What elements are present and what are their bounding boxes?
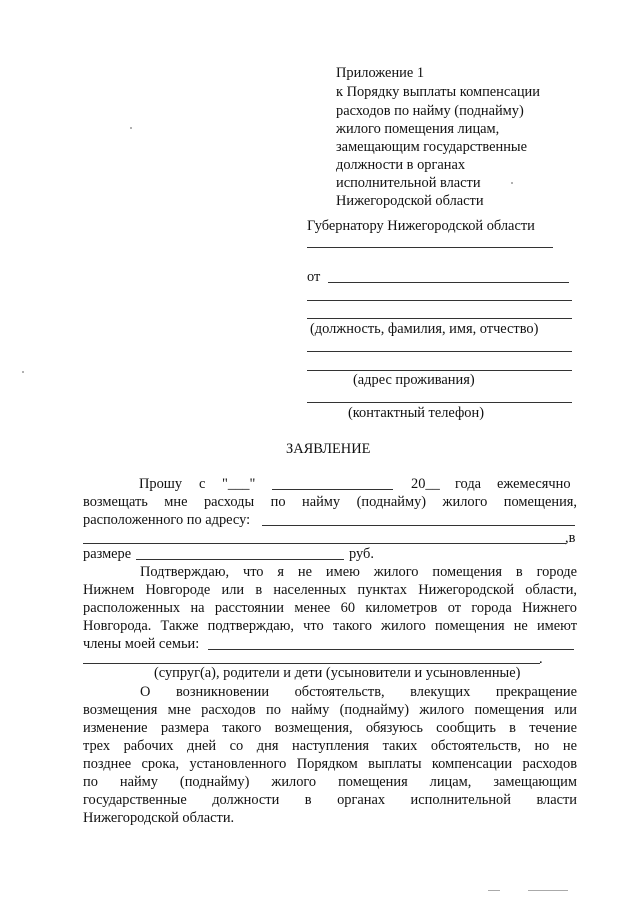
rental-address-blank[interactable]: [262, 525, 575, 526]
appendix-line: Приложение 1: [336, 65, 425, 81]
from-blank-line[interactable]: [328, 282, 569, 283]
appendix-line: замещающим государственные: [336, 139, 527, 155]
addressee-blank-line[interactable]: [307, 247, 553, 248]
word-goda: года: [455, 476, 482, 492]
obligation-line: изменение размера такого возмещения, обязуюсь сообщить в течение: [83, 720, 577, 736]
from-blank-line-3[interactable]: [307, 318, 572, 319]
obligation-line: позднее срока, установленного Порядком выплаты компенсации расходов: [83, 756, 577, 772]
appendix-line: исполнительной власти: [336, 175, 481, 191]
addressee-governor: Губернатору Нижегородской области: [307, 218, 535, 234]
document-title: ЗАЯВЛЕНИЕ: [286, 441, 371, 457]
appendix-line: жилого помещения лицам,: [336, 121, 500, 137]
size-label: размере: [83, 546, 132, 562]
family-end-dot: .: [539, 651, 543, 667]
amount-blank[interactable]: [136, 559, 344, 560]
appendix-line: должности в органах: [336, 157, 466, 173]
address-label: расположенного по адресу:: [83, 512, 251, 528]
obligation-line: государственные должности в органах исполнительной власти: [83, 792, 577, 808]
family-label: члены моей семьи:: [83, 636, 200, 652]
request-line-2: возмещать мне расходы по найму (поднайму) жилого помещения,: [83, 494, 577, 510]
confirm-line: расположенных на расстоянии менее 60 километров от города Нижнего: [83, 600, 577, 616]
obligation-line: О возникновении обстоятельств, влекущих прекращение: [140, 684, 577, 700]
address-caption: (адрес проживания): [353, 372, 475, 388]
scan-speck: [22, 371, 24, 373]
scan-mark: [528, 890, 568, 891]
address-blank-line[interactable]: [307, 351, 572, 352]
confirm-line: Нижнем Новгороде или в населенных пунктах Нижегородской области,: [83, 582, 577, 598]
rental-address-blank-2[interactable]: [83, 543, 566, 544]
obligation-line: трех рабочих дней со дня наступления таких обстоятельств, но не: [83, 738, 577, 754]
phone-caption: (контактный телефон): [348, 405, 484, 421]
obligation-line: по найму (поднайму) жилого помещения лицам, замещающим: [83, 774, 577, 790]
currency-label: руб.: [349, 546, 374, 562]
word-monthly: ежемесячно: [497, 476, 571, 492]
date-month-blank[interactable]: [272, 489, 393, 490]
word-prosu: Прошу: [139, 476, 183, 492]
family-caption: (супруг(а), родители и дети (усыновители и усыновленные): [154, 665, 521, 681]
family-blank[interactable]: [208, 649, 574, 650]
confirm-line: Новгорода. Также подтверждаю, что такого жилого помещения не имеют: [83, 618, 577, 634]
appendix-line: к Порядку выплаты компенсации: [336, 84, 540, 100]
phone-blank-line[interactable]: [307, 402, 572, 403]
position-name-caption: (должность, фамилия, имя, отчество): [310, 321, 539, 337]
scan-mark: [488, 890, 500, 891]
scan-speck: [130, 127, 132, 129]
obligation-line: Нижегородской области.: [83, 810, 235, 826]
confirm-line: Подтверждаю, что я не имею жилого помещения в городе: [140, 564, 577, 580]
obligation-line: возмещения мне расходов по найму (поднайму) жилого помещения или: [83, 702, 577, 718]
scan-speck: [511, 182, 513, 184]
from-label: от: [307, 269, 321, 285]
appendix-line: Нижегородской области: [336, 193, 484, 209]
date-year-field[interactable]: 20__: [411, 476, 440, 492]
word-s: с: [199, 476, 206, 492]
from-blank-line-2[interactable]: [307, 300, 572, 301]
appendix-line: расходов по найму (поднайму): [336, 103, 524, 119]
request-line-4-tail: ,в: [565, 530, 576, 546]
date-day-field[interactable]: "___": [222, 476, 256, 492]
